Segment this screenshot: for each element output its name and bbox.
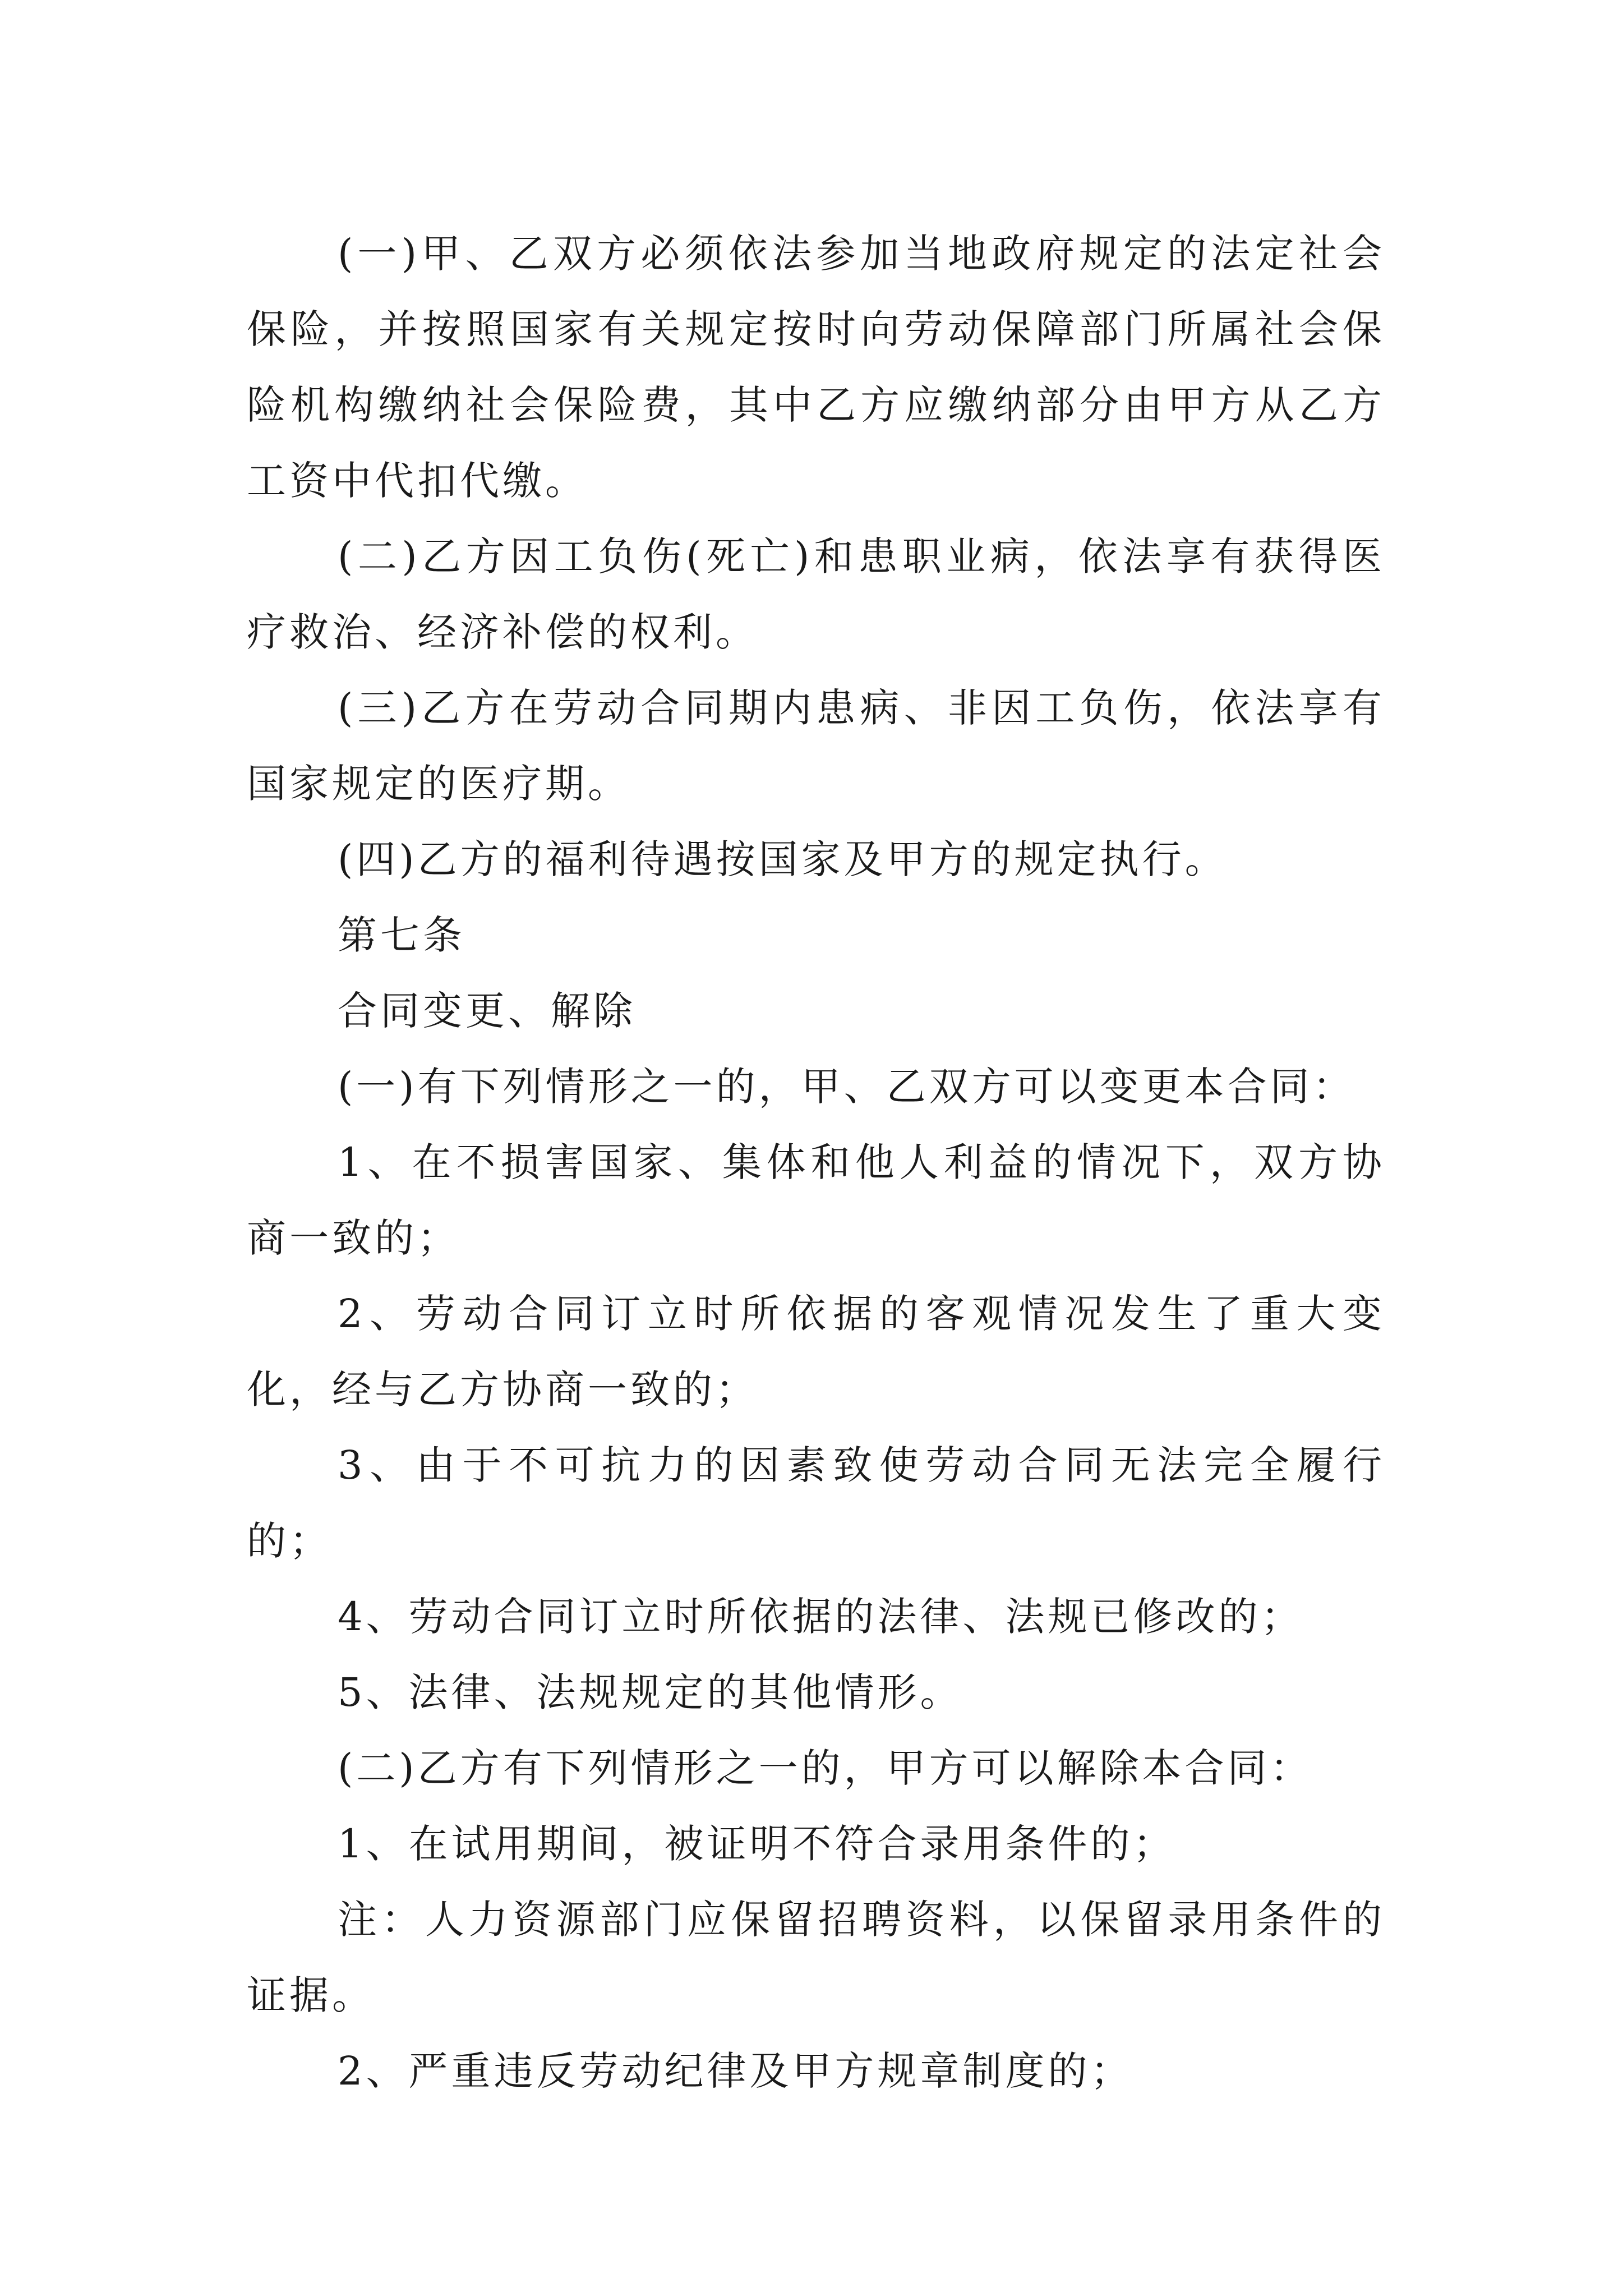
paragraph-work-injury: (二)乙方因工负伤(死亡)和患职业病，依法享有获得医疗救治、经济补偿的权利。 bbox=[247, 533, 1385, 655]
document-body bbox=[247, 216, 1385, 2109]
article-title: 合同变更、解除 bbox=[338, 988, 636, 1034]
list-item-termination-1: 1、在试用期间，被证明不符合录用条件的； bbox=[338, 1821, 1176, 1867]
note-paragraph: 注：人力资源部门应保留招聘资料，以保留录用条件的证据。 bbox=[247, 1897, 1385, 2018]
list-item-change-1: 1、在不损害国家、集体和他人利益的情况下，双方协商一致的； bbox=[247, 1139, 1385, 1261]
paragraph-termination-conditions: (二)乙方有下列情形之一的，甲方可以解除本合同： bbox=[338, 1745, 1313, 1791]
list-item-termination-2: 2、严重违反劳动纪律及甲方规章制度的； bbox=[338, 2048, 1133, 2094]
list-item-change-5: 5、法律、法规规定的其他情形。 bbox=[338, 1669, 963, 1715]
list-item-change-2: 2、劳动合同订立时所依据的客观情况发生了重大变化，经与乙方协商一致的； bbox=[247, 1291, 1385, 1412]
list-item-change-4: 4、劳动合同订立时所依据的法律、法规已修改的； bbox=[338, 1594, 1304, 1640]
paragraph-welfare: (四)乙方的福利待遇按国家及甲方的规定执行。 bbox=[338, 836, 1228, 882]
paragraph-change-conditions: (一)有下列情形之一的，甲、乙双方可以变更本合同： bbox=[338, 1064, 1355, 1110]
list-item-change-3: 3、由于不可抗力的因素致使劳动合同无法完全履行的； bbox=[247, 1442, 1385, 1564]
article-heading: 第七条 bbox=[338, 912, 465, 958]
paragraph-social-insurance: (一)甲、乙双方必须依法参加当地政府规定的法定社会保险，并按照国家有关规定按时向劳动保障部门所属社会保险机构缴纳社会保险费，其中乙方应缴纳部分由甲方从乙方工资中代扣代缴。 bbox=[247, 231, 1385, 504]
paragraph-medical-period: (三)乙方在劳动合同期内患病、非因工负伤，依法享有国家规定的医疗期。 bbox=[247, 685, 1385, 807]
